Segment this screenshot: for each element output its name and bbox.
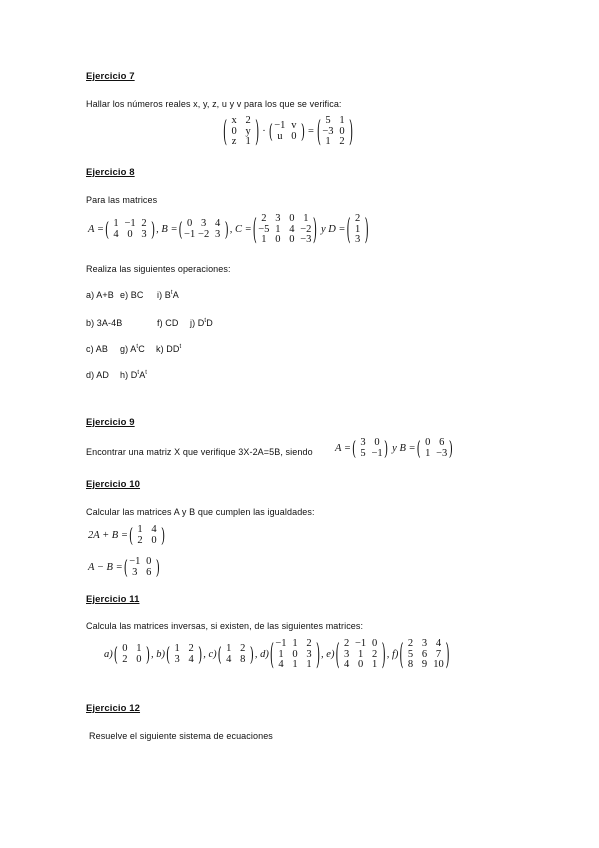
matrix-cell: 4 bbox=[289, 223, 295, 235]
e11-matrices bbox=[104, 639, 451, 671]
e8-b-label: , B = bbox=[156, 224, 178, 236]
heading-ejercicio-7: Ejercicio 7 bbox=[86, 71, 135, 82]
matrix-bracket-left: ( bbox=[178, 218, 183, 242]
matrix-bracket-left: ( bbox=[113, 643, 118, 667]
matrix-cell: −1 bbox=[184, 228, 196, 240]
e11-statement: Calcula las matrices inversas, si existen, de las siguientes matrices: bbox=[86, 621, 364, 631]
matrix-cell: 0 bbox=[292, 648, 298, 660]
matrix-cell: 1 bbox=[303, 213, 309, 224]
matrix-cell: 0 bbox=[151, 534, 157, 546]
e7-matrix-2 bbox=[269, 121, 305, 142]
matrix-cell: 5 bbox=[325, 115, 331, 126]
matrix-cell: 8 bbox=[240, 653, 246, 665]
matrix-cell: −2 bbox=[300, 223, 312, 235]
matrix-cell: 2 bbox=[137, 534, 143, 546]
matrix-cell: 4 bbox=[188, 653, 194, 665]
e9-matrix-b bbox=[417, 438, 453, 459]
matrix-cell: 2 bbox=[245, 115, 251, 126]
matrix-cell: 0 bbox=[187, 218, 193, 230]
matrix-cell: 3 bbox=[132, 566, 138, 578]
heading-ejercicio-11: Ejercicio 11 bbox=[86, 594, 140, 605]
e7-equation: ( x 0 z 2 y 1 ) · ( −1 u v 0 ) = ( 5 −3 1 1 0 2 ) bbox=[222, 116, 354, 148]
e9-b-label: y B = bbox=[392, 443, 416, 454]
matrix-cell: 5 bbox=[407, 648, 414, 660]
matrix-cell: 2 bbox=[122, 653, 128, 665]
e7-matrix-3 bbox=[317, 116, 353, 148]
matrix-cell: 1 bbox=[292, 659, 298, 670]
matrix-bracket-right: ) bbox=[300, 120, 305, 144]
e11-matrix-d bbox=[270, 639, 320, 671]
matrix-bracket-right: ) bbox=[249, 643, 254, 667]
matrix-cell: 0 bbox=[289, 234, 295, 245]
e9-matrices bbox=[335, 438, 454, 459]
matrix-bracket-left: ( bbox=[351, 437, 357, 460]
e11-label-a: a) bbox=[104, 649, 113, 661]
matrix-cell: 2 bbox=[141, 218, 147, 230]
op-i: i) $B^tA$ bbox=[157, 290, 179, 300]
matrix-cell: 4 bbox=[215, 218, 221, 230]
e10-equation-2 bbox=[88, 557, 161, 578]
matrix-cell: 1 bbox=[137, 524, 143, 535]
e10-statement: Calcular las matrices A y B que cumplen las igualdades: bbox=[86, 507, 315, 517]
matrix-cell: 1 bbox=[306, 659, 312, 670]
matrix-bracket-right: ) bbox=[145, 643, 150, 667]
matrix-cell: −3 bbox=[300, 234, 312, 245]
e9-a-label: A = bbox=[335, 443, 351, 454]
matrix-cell: 3 bbox=[355, 234, 361, 245]
e8-intro: Para las matrices bbox=[86, 195, 158, 205]
e11-label-f: , f) bbox=[386, 649, 399, 661]
op-j: j) $D^tD$ bbox=[190, 318, 213, 328]
heading-ejercicio-9: Ejercicio 9 bbox=[86, 417, 135, 428]
e8-matrix-b bbox=[179, 219, 229, 240]
e11-matrix-e bbox=[335, 639, 385, 671]
matrix-bracket-right: ) bbox=[198, 643, 203, 667]
matrix-bracket-left: ( bbox=[335, 637, 340, 672]
matrix-cell: 0 bbox=[425, 437, 431, 448]
matrix-cell: u bbox=[277, 130, 283, 142]
matrix-cell: 4 bbox=[226, 653, 232, 665]
matrix-bracket-left: ( bbox=[217, 643, 222, 667]
matrix-bracket-right: ) bbox=[445, 637, 450, 672]
matrix-bracket-right: ) bbox=[384, 437, 389, 460]
matrix-cell: 3 bbox=[275, 213, 281, 224]
e8-matrix-a bbox=[105, 219, 155, 240]
heading-ejercicio-12: Ejercicio 12 bbox=[86, 703, 141, 714]
matrix-bracket-left: ( bbox=[269, 637, 274, 672]
matrix-cell: z bbox=[231, 136, 237, 147]
e11-matrix-b bbox=[166, 644, 202, 665]
matrix-cell: 2 bbox=[339, 136, 345, 147]
matrix-bracket-left: ( bbox=[128, 524, 134, 547]
matrix-cell: −5 bbox=[258, 223, 270, 235]
e8-a-label: A = bbox=[88, 224, 104, 236]
matrix-cell: 9 bbox=[421, 659, 428, 670]
matrix-cell: 2 bbox=[355, 213, 361, 224]
matrix-cell: 4 bbox=[151, 524, 157, 535]
matrix-cell: 2 bbox=[407, 638, 414, 649]
matrix-cell: 0 bbox=[339, 125, 345, 137]
matrix-cell: −1 bbox=[354, 638, 367, 649]
matrix-bracket-right: ) bbox=[151, 218, 156, 242]
matrix-cell: −2 bbox=[198, 228, 210, 240]
matrix-cell: 5 bbox=[360, 447, 366, 459]
matrix-cell: 1 bbox=[136, 643, 142, 655]
matrix-bracket-right: ) bbox=[255, 114, 260, 149]
e11-label-b: , b) bbox=[150, 649, 165, 661]
matrix-cell: 1 bbox=[292, 638, 298, 649]
e12-statement: Resuelve el siguiente sistema de ecuaciones bbox=[89, 731, 273, 741]
matrix-cell: v bbox=[291, 120, 297, 132]
matrix-bracket-right: ) bbox=[448, 437, 453, 460]
matrix-cell: 1 bbox=[325, 136, 331, 147]
matrix-cell: 1 bbox=[275, 223, 281, 235]
matrix-cell: 2 bbox=[306, 638, 312, 649]
matrix-cell: 1 bbox=[174, 643, 180, 655]
matrix-cell: −1 bbox=[124, 218, 136, 230]
matrix-cell: 0 bbox=[289, 213, 295, 224]
matrix-cell: 4 bbox=[435, 638, 442, 649]
matrix-cell: 6 bbox=[421, 648, 428, 660]
matrix-cell: 0 bbox=[146, 556, 152, 567]
matrix-cell: 2 bbox=[240, 643, 246, 655]
e8-matrix-d bbox=[347, 214, 369, 246]
matrix-cell: 7 bbox=[435, 648, 442, 660]
e11-label-e: , e) bbox=[321, 649, 335, 661]
matrix-bracket-left: ( bbox=[252, 212, 257, 247]
matrix-cell: 3 bbox=[174, 653, 180, 665]
op-b: b) 3A-4B bbox=[86, 318, 123, 328]
e10-eq1-label: 2A + B = bbox=[88, 530, 128, 541]
matrix-cell: 6 bbox=[146, 566, 152, 578]
e10-equation-1 bbox=[88, 525, 166, 546]
matrix-cell: 2 bbox=[188, 643, 194, 655]
e7-statement: Hallar los números reales x, y, z, u y v para los que se verifica: bbox=[86, 99, 342, 109]
op-c: c) AB bbox=[86, 344, 109, 354]
e11-matrix-f bbox=[399, 639, 449, 671]
matrix-cell: 3 bbox=[201, 218, 207, 230]
e11-label-c: , c) bbox=[203, 649, 217, 661]
op-e: e) BC bbox=[120, 290, 144, 300]
matrix-cell: 1 bbox=[113, 218, 119, 230]
heading-ejercicio-10: Ejercicio 10 bbox=[86, 479, 141, 490]
matrix-cell: 0 bbox=[127, 228, 133, 240]
matrix-bracket-left: ( bbox=[165, 643, 171, 667]
op-g: g) $A^tC$ bbox=[120, 344, 145, 354]
matrix-bracket-right: ) bbox=[364, 212, 369, 247]
matrix-cell: 2 bbox=[261, 213, 267, 224]
matrix-cell: 2 bbox=[343, 638, 350, 649]
matrix-cell: 0 bbox=[122, 643, 128, 655]
matrix-cell: −1 bbox=[129, 556, 141, 567]
matrix-bracket-right: ) bbox=[381, 637, 386, 672]
matrix-cell: 3 bbox=[360, 437, 366, 448]
matrix-bracket-left: ( bbox=[346, 212, 351, 247]
e10-matrix-2 bbox=[124, 557, 160, 578]
matrix-cell: 2 bbox=[371, 648, 378, 660]
e8-operations-title: Realiza las siguientes operaciones: bbox=[86, 264, 231, 274]
matrix-cell: −3 bbox=[322, 125, 334, 137]
matrix-cell: 1 bbox=[261, 234, 267, 245]
matrix-bracket-right: ) bbox=[161, 524, 166, 547]
e8-matrices bbox=[88, 214, 370, 246]
e8-c-label: , C = bbox=[229, 224, 252, 236]
e10-matrix-1 bbox=[129, 525, 165, 546]
matrix-cell: 3 bbox=[306, 648, 312, 660]
matrix-cell: 10 bbox=[433, 659, 444, 670]
matrix-cell: −1 bbox=[275, 638, 287, 649]
matrix-cell: 0 bbox=[374, 437, 380, 448]
matrix-bracket-left: ( bbox=[416, 437, 421, 460]
e10-eq2-label: A − B = bbox=[88, 562, 123, 573]
matrix-cell: 1 bbox=[371, 659, 378, 670]
matrix-cell: −1 bbox=[371, 447, 383, 459]
matrix-cell: 0 bbox=[371, 638, 378, 649]
matrix-cell: 1 bbox=[357, 648, 364, 660]
e7-matrix-1 bbox=[223, 116, 259, 148]
matrix-cell: 4 bbox=[113, 228, 119, 240]
matrix-cell: 3 bbox=[215, 228, 221, 240]
e11-label-d: , d) bbox=[254, 649, 269, 661]
op-k: k) $DD^t$ bbox=[156, 344, 182, 354]
matrix-cell: 4 bbox=[278, 659, 284, 670]
matrix-cell: 1 bbox=[355, 223, 361, 235]
matrix-bracket-left: ( bbox=[268, 120, 273, 144]
e11-matrix-a bbox=[114, 644, 150, 665]
matrix-cell: 1 bbox=[226, 643, 232, 655]
matrix-bracket-left: ( bbox=[399, 637, 404, 672]
matrix-cell: 3 bbox=[343, 648, 350, 660]
e9-statement: Encontrar una matriz X que verifique 3X-2A=5B, siendo bbox=[86, 447, 313, 457]
matrix-cell: 1 bbox=[425, 447, 431, 459]
matrix-cell: x bbox=[231, 115, 237, 126]
matrix-bracket-left: ( bbox=[316, 114, 321, 149]
matrix-bracket-left: ( bbox=[123, 556, 128, 579]
matrix-cell: 0 bbox=[357, 659, 364, 670]
matrix-cell: 0 bbox=[136, 653, 142, 665]
matrix-cell: 3 bbox=[421, 638, 428, 649]
matrix-bracket-right: ) bbox=[312, 212, 317, 247]
matrix-cell: 0 bbox=[291, 130, 297, 142]
matrix-cell: 1 bbox=[245, 136, 251, 147]
matrix-cell: 4 bbox=[343, 659, 350, 670]
matrix-bracket-left: ( bbox=[223, 114, 228, 149]
heading-ejercicio-8: Ejercicio 8 bbox=[86, 167, 135, 178]
op-h: h) $D^tA^t$ bbox=[120, 370, 148, 380]
matrix-bracket-left: ( bbox=[104, 218, 110, 242]
e9-matrix-a bbox=[352, 438, 388, 459]
matrix-cell: 8 bbox=[407, 659, 414, 670]
matrix-cell: −1 bbox=[274, 120, 286, 132]
op-d: d) AD bbox=[86, 370, 110, 380]
e8-matrix-c bbox=[253, 214, 317, 246]
matrix-cell: 0 bbox=[231, 125, 237, 137]
matrix-cell: 3 bbox=[141, 228, 147, 240]
matrix-cell: 0 bbox=[275, 234, 281, 245]
op-f: f) CD bbox=[157, 318, 179, 328]
matrix-cell: 6 bbox=[439, 437, 445, 448]
matrix-cell: y bbox=[245, 125, 251, 137]
op-a: a) A+B bbox=[86, 290, 114, 300]
matrix-bracket-right: ) bbox=[315, 637, 321, 672]
e8-d-label: y D = bbox=[320, 224, 346, 236]
matrix-cell: 1 bbox=[278, 648, 284, 660]
matrix-bracket-right: ) bbox=[224, 218, 229, 242]
e11-matrix-c bbox=[218, 644, 254, 665]
matrix-bracket-right: ) bbox=[155, 556, 160, 579]
matrix-cell: −3 bbox=[436, 447, 448, 459]
matrix-bracket-right: ) bbox=[348, 114, 354, 149]
matrix-cell: 1 bbox=[339, 115, 345, 126]
